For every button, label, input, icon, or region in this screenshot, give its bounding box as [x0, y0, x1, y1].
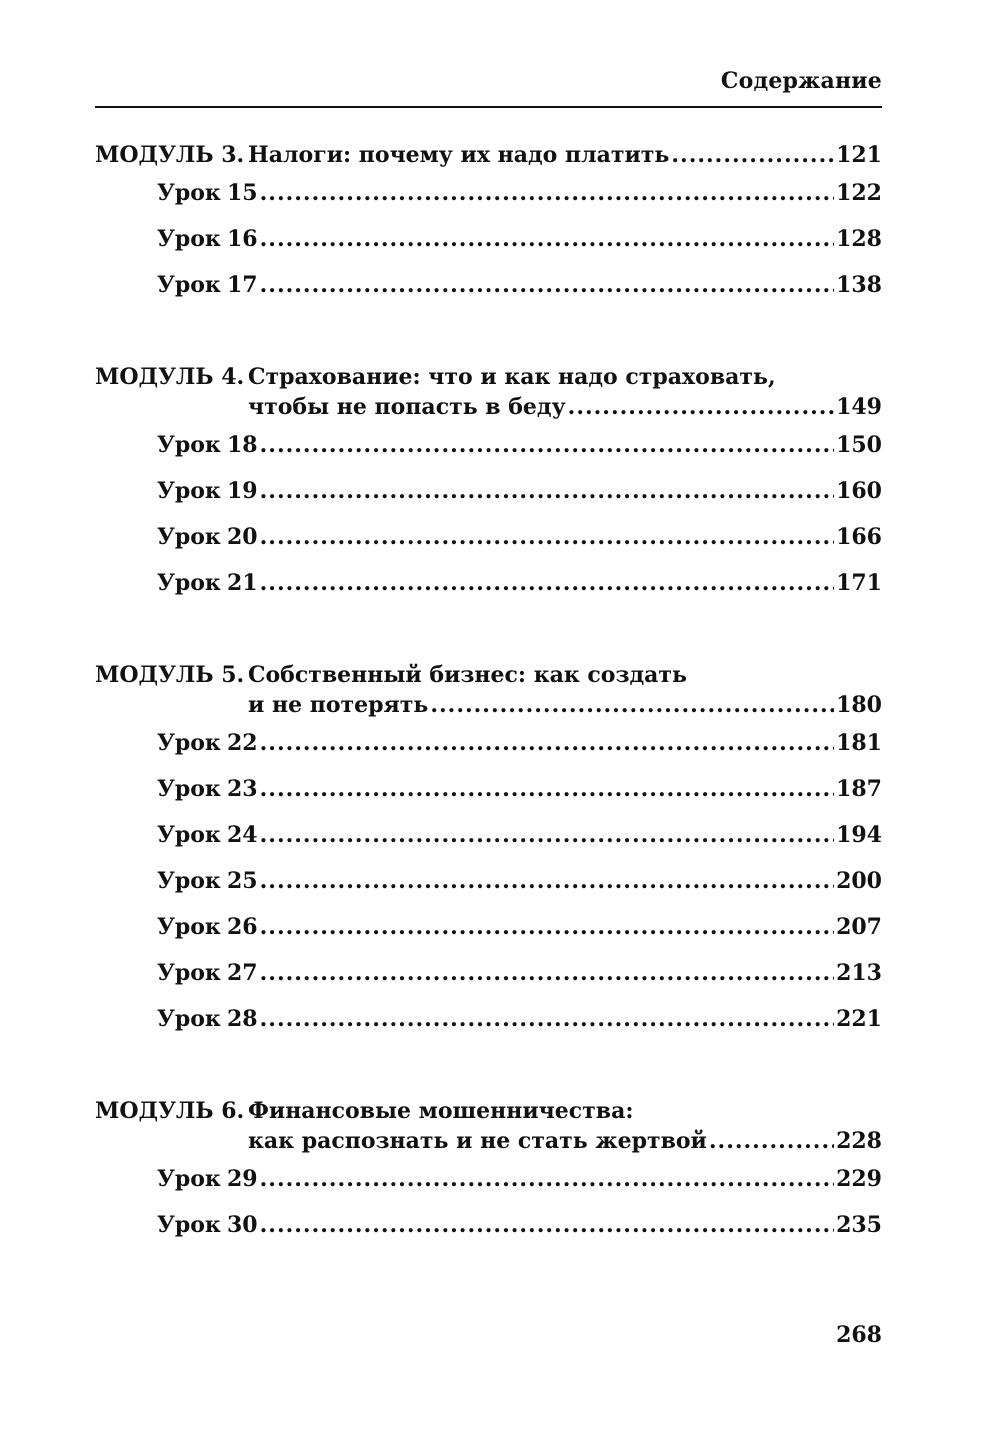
dot-leader: [260, 904, 834, 950]
dot-leader: [709, 1126, 834, 1156]
dot-leader: [260, 720, 834, 766]
dot-leader: [260, 1202, 834, 1248]
lesson-page-number: 160: [836, 478, 882, 504]
dot-leader: [260, 858, 834, 904]
module-page-number: 121: [836, 142, 882, 168]
lesson-number: 19: [227, 478, 258, 504]
toc-lesson-29[interactable]: [95, 1156, 882, 1202]
lesson-word: Урок: [157, 914, 221, 940]
module-label: МОДУЛЬ 6.: [95, 1098, 245, 1124]
lesson-page-number: 122: [836, 180, 882, 206]
toc-lesson-18[interactable]: [95, 422, 882, 468]
lesson-number: 25: [227, 868, 258, 894]
lesson-word: Урок: [157, 776, 221, 802]
module-title-line-1: Финансовые мошенничества:: [248, 1098, 634, 1124]
toc-lesson-17[interactable]: [95, 262, 882, 308]
dot-leader: [260, 996, 834, 1042]
lesson-number: 24: [227, 822, 258, 848]
lesson-number: 18: [227, 432, 258, 458]
toc-module-5[interactable]: [95, 660, 882, 1042]
module-label: МОДУЛЬ 3.: [95, 142, 245, 168]
toc-lesson-19[interactable]: [95, 468, 882, 514]
lesson-page-number: 187: [836, 776, 882, 802]
toc-lesson-23[interactable]: [95, 766, 882, 812]
lesson-page-number: 128: [836, 226, 882, 252]
lesson-word: Урок: [157, 432, 221, 458]
lesson-page-number: 200: [836, 868, 882, 894]
lesson-word: Урок: [157, 272, 221, 298]
toc-lesson-24[interactable]: [95, 812, 882, 858]
lesson-page-number: 235: [836, 1212, 882, 1238]
lesson-word: Урок: [157, 960, 221, 986]
header-rule: [95, 106, 882, 108]
toc-lesson-22[interactable]: [95, 720, 882, 766]
lesson-word: Урок: [157, 1212, 221, 1238]
lesson-word: Урок: [157, 226, 221, 252]
dot-leader: [260, 1156, 834, 1202]
table-of-contents: [95, 140, 882, 1248]
lesson-number: 21: [227, 570, 258, 596]
module-page-number: 180: [836, 692, 882, 718]
toc-lesson-21[interactable]: [95, 560, 882, 606]
lesson-page-number: 194: [836, 822, 882, 848]
lesson-page-number: 229: [836, 1166, 882, 1192]
lesson-page-number: 207: [836, 914, 882, 940]
module-title-line-2: и не потерять: [248, 692, 429, 718]
lesson-number: 26: [227, 914, 258, 940]
toc-module-3[interactable]: [95, 140, 882, 308]
dot-leader: [260, 812, 834, 858]
dot-leader: [260, 468, 834, 514]
dot-leader: [260, 216, 834, 262]
dot-leader: [430, 690, 834, 720]
lesson-word: Урок: [157, 730, 221, 756]
toc-lesson-28[interactable]: [95, 996, 882, 1042]
lesson-word: Урок: [157, 1006, 221, 1032]
dot-leader: [260, 422, 834, 468]
lesson-page-number: 221: [836, 1006, 882, 1032]
lesson-number: 16: [227, 226, 258, 252]
lesson-page-number: 213: [836, 960, 882, 986]
lesson-word: Урок: [157, 822, 221, 848]
module-page-number: 228: [836, 1128, 882, 1154]
toc-lesson-26[interactable]: [95, 904, 882, 950]
lesson-number: 29: [227, 1166, 258, 1192]
lesson-number: 27: [227, 960, 258, 986]
module-page-number: 149: [836, 394, 882, 420]
toc-lesson-20[interactable]: [95, 514, 882, 560]
running-head: Содержание: [720, 68, 882, 94]
toc-lesson-27[interactable]: [95, 950, 882, 996]
toc-lesson-15[interactable]: [95, 170, 882, 216]
toc-lesson-30[interactable]: [95, 1202, 882, 1248]
lesson-number: 30: [227, 1212, 258, 1238]
lesson-page-number: 171: [836, 570, 882, 596]
dot-leader: [568, 392, 834, 422]
module-title-line-2: как распознать и не стать жертвой: [248, 1128, 707, 1154]
module-title-line-1: Собственный бизнес: как создать: [248, 662, 687, 688]
lesson-number: 20: [227, 524, 258, 550]
lesson-page-number: 150: [836, 432, 882, 458]
module-title-line-2: чтобы не попасть в беду: [248, 394, 566, 420]
lesson-word: Урок: [157, 478, 221, 504]
toc-module-6[interactable]: [95, 1096, 882, 1248]
toc-module-4[interactable]: [95, 362, 882, 606]
lesson-word: Урок: [157, 180, 221, 206]
dot-leader: [260, 514, 834, 560]
lesson-number: 28: [227, 1006, 258, 1032]
toc-lesson-16[interactable]: [95, 216, 882, 262]
module-title: Налоги: почему их надо платить: [248, 142, 670, 168]
lesson-word: Урок: [157, 570, 221, 596]
lesson-word: Урок: [157, 524, 221, 550]
lesson-word: Урок: [157, 868, 221, 894]
dot-leader: [260, 950, 834, 996]
lesson-page-number: 181: [836, 730, 882, 756]
lesson-page-number: 166: [836, 524, 882, 550]
dot-leader: [260, 766, 834, 812]
page-number: 268: [836, 1322, 882, 1348]
dot-leader: [260, 170, 834, 216]
lesson-number: 17: [227, 272, 258, 298]
dot-leader: [671, 140, 834, 170]
lesson-number: 23: [227, 776, 258, 802]
lesson-number: 22: [227, 730, 258, 756]
module-label: МОДУЛЬ 5.: [95, 662, 245, 688]
toc-lesson-25[interactable]: [95, 858, 882, 904]
lesson-word: Урок: [157, 1166, 221, 1192]
dot-leader: [260, 262, 834, 308]
module-title-line-1: Страхование: что и как надо страховать,: [248, 364, 776, 390]
lesson-page-number: 138: [836, 272, 882, 298]
dot-leader: [260, 560, 834, 606]
lesson-number: 15: [227, 180, 258, 206]
module-label: МОДУЛЬ 4.: [95, 364, 245, 390]
